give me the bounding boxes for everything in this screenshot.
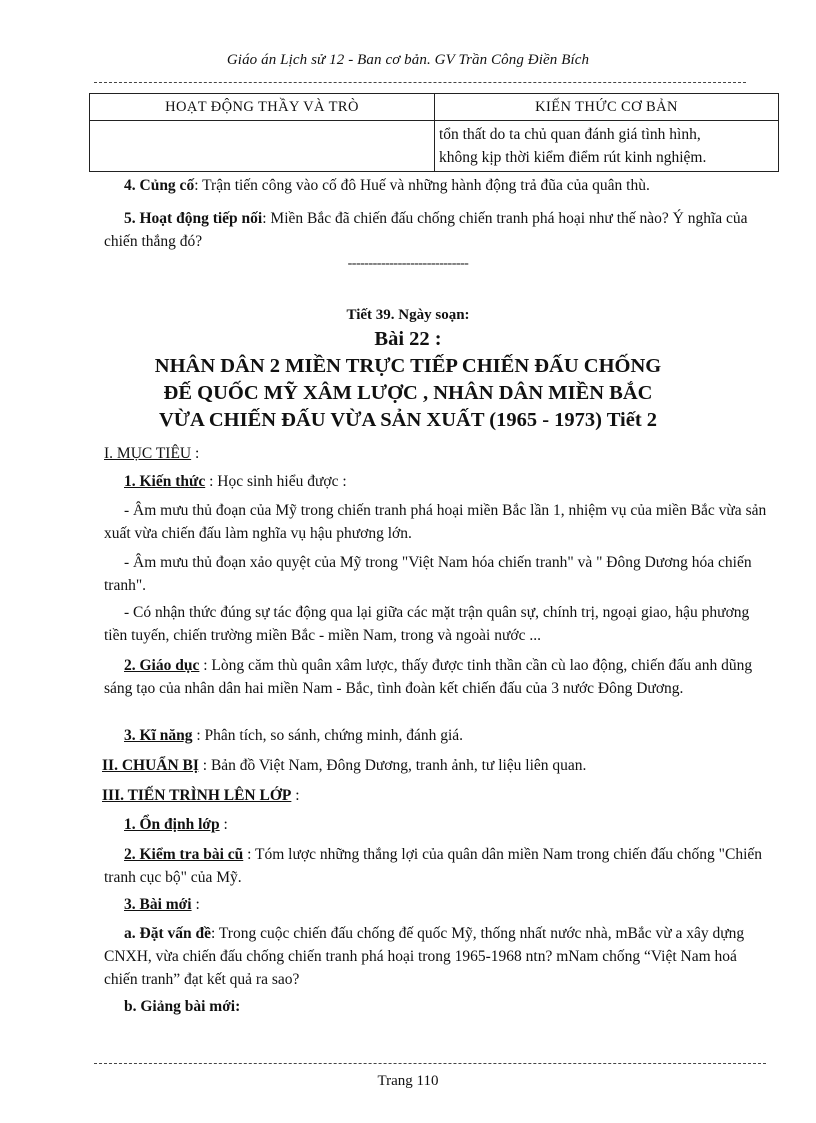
table-cell-knowledge [435, 121, 779, 172]
lesson-title-line2: ĐẾ QUỐC MỸ XÂM LƯỢC , NHÂN DÂN MIỀN BẮC [163, 382, 653, 404]
teach-paragraph [124, 995, 240, 1018]
problem-paragraph [104, 922, 772, 991]
skills-label: 3. Kĩ năng [124, 727, 193, 744]
objective-bullet: - Âm mưu thủ đoạn xảo quyệt của Mỹ trong "Việt Nam hóa chiến tranh" và " Đông Dương hóa chiến tranh". [104, 554, 752, 594]
teach-label: b. Giảng bài mới: [124, 998, 241, 1015]
newlesson-suffix: : [191, 896, 200, 913]
header-divider [94, 82, 746, 83]
objective-bullet: - Có nhận thức đúng sự tác động qua lại giữa các mặt trận quân sự, chính trị, ngoại giao, hậu phương tiền tuyến, chiến trường miền Bắc - miền Nam, trong và ngoài nước ... [104, 604, 750, 644]
stable-label: 1. Ổn định lớp [124, 816, 220, 833]
lesson-title-line3: VỪA CHIẾN ĐẤU VỪA SẢN XUẤT (1965 - 1973) Tiết 2 [158, 409, 658, 431]
followup-paragraph [104, 207, 772, 253]
problem-label: a. Đặt vấn đề [124, 925, 211, 942]
table-header-knowledge: KIẾN THỨC CƠ BẢN [435, 94, 779, 121]
knowledge-text: : Học sinh hiểu được : [205, 473, 347, 490]
knowledge-line: không kịp thời kiểm điểm rút kinh nghiệm. [439, 149, 707, 166]
table-header-activities: HOẠT ĐỘNG THẦY VÀ TRÒ [90, 94, 435, 121]
objectives-heading-suffix: : [191, 445, 200, 462]
check-label: 2. Kiểm tra bài cũ [124, 846, 244, 863]
check-text: : Tóm lược những thắng lợi của quân dân miền Nam trong chiến đấu chống "Chiến tranh cục bộ" của Mỹ. [104, 846, 763, 886]
followup-label: 5. Hoạt động tiếp nối [124, 210, 263, 227]
page-number: Trang 110 [377, 1073, 439, 1089]
procedure-heading-label: III. TIẾN TRÌNH LÊN LỚP [102, 787, 292, 804]
education-text: : Lòng căm thù quân xâm lược, thấy được tinh thần cần cù lao động, chiến đấu anh dũng sáng tạo của nhân dân hai miền Nam - Bắc, tình đoàn kết chiến đấu của 3 nước Đông Dương. [104, 657, 753, 697]
procedure-heading-suffix: : [291, 787, 300, 804]
check-paragraph [104, 843, 772, 889]
preparation-label: II. CHUẨN BỊ [102, 757, 199, 774]
knowledge-label: 1. Kiến thức [124, 473, 206, 490]
objective-bullet: - Âm mưu thủ đoạn của Mỹ trong chiến tranh phá hoại miền Bắc lần 1, nhiệm vụ của miền Bắc vừa sản xuất vừa chiến đấu làm nghĩa vụ hậu phương lớn. [104, 502, 767, 542]
review-label: 4. Củng cố [124, 177, 195, 194]
review-paragraph [124, 174, 774, 197]
lesson-title-line1: NHÂN DÂN 2 MIỀN TRỰC TIẾP CHIẾN ĐẤU CHỐNG [154, 355, 662, 377]
review-text: : Trận tiến công vào cố đô Huế và những hành động trả đũa của quân thù. [194, 177, 650, 194]
newlesson-label: 3. Bài mới [124, 896, 192, 913]
section-separator: ----------------------------- [347, 256, 469, 271]
table-cell-empty [90, 121, 435, 172]
preparation-paragraph [102, 754, 586, 777]
preparation-text: : Bản đồ Việt Nam, Đông Dương, tranh ảnh, tư liệu liên quan. [198, 757, 587, 774]
lesson-period: Tiết 39. Ngày soạn: [346, 307, 470, 323]
education-label: 2. Giáo dục [124, 657, 200, 674]
objectives-heading-label: I. MỤC TIÊU [104, 445, 192, 462]
lesson-number: Bài 22 : [374, 328, 442, 350]
lesson-table [89, 93, 779, 172]
stable-paragraph [124, 813, 228, 836]
skills-text: : Phân tích, so sánh, chứng minh, đánh giá. [192, 727, 464, 744]
footer-divider [94, 1063, 766, 1064]
objectives-heading [104, 442, 199, 465]
followup-text: : Miền Bắc đã chiến đấu chống chiến tranh phá hoại như thế nào? Ý nghĩa của chiến thắng đó? [104, 210, 748, 250]
problem-text: : Trong cuộc chiến đấu chống đế quốc Mỹ, thống nhất nước nhà, mBắc vừ a xây dựng CNXH, vừa chiến đấu chống chiến tranh phá hoại trong 1965-1968 ntn? mNam chống “Việt Nam hoá chiến tranh” đạt kết quả ra sao? [104, 925, 745, 988]
knowledge-paragraph [124, 470, 347, 493]
skills-paragraph [124, 724, 463, 747]
procedure-heading [102, 784, 300, 807]
education-paragraph [104, 654, 772, 700]
stable-suffix: : [219, 816, 228, 833]
page-header: Giáo án Lịch sử 12 - Ban cơ bản. GV Trần Công Điền Bích [226, 52, 590, 68]
newlesson-paragraph [124, 893, 200, 916]
knowledge-line: tổn thất do ta chủ quan đánh giá tình hình, [439, 126, 701, 143]
